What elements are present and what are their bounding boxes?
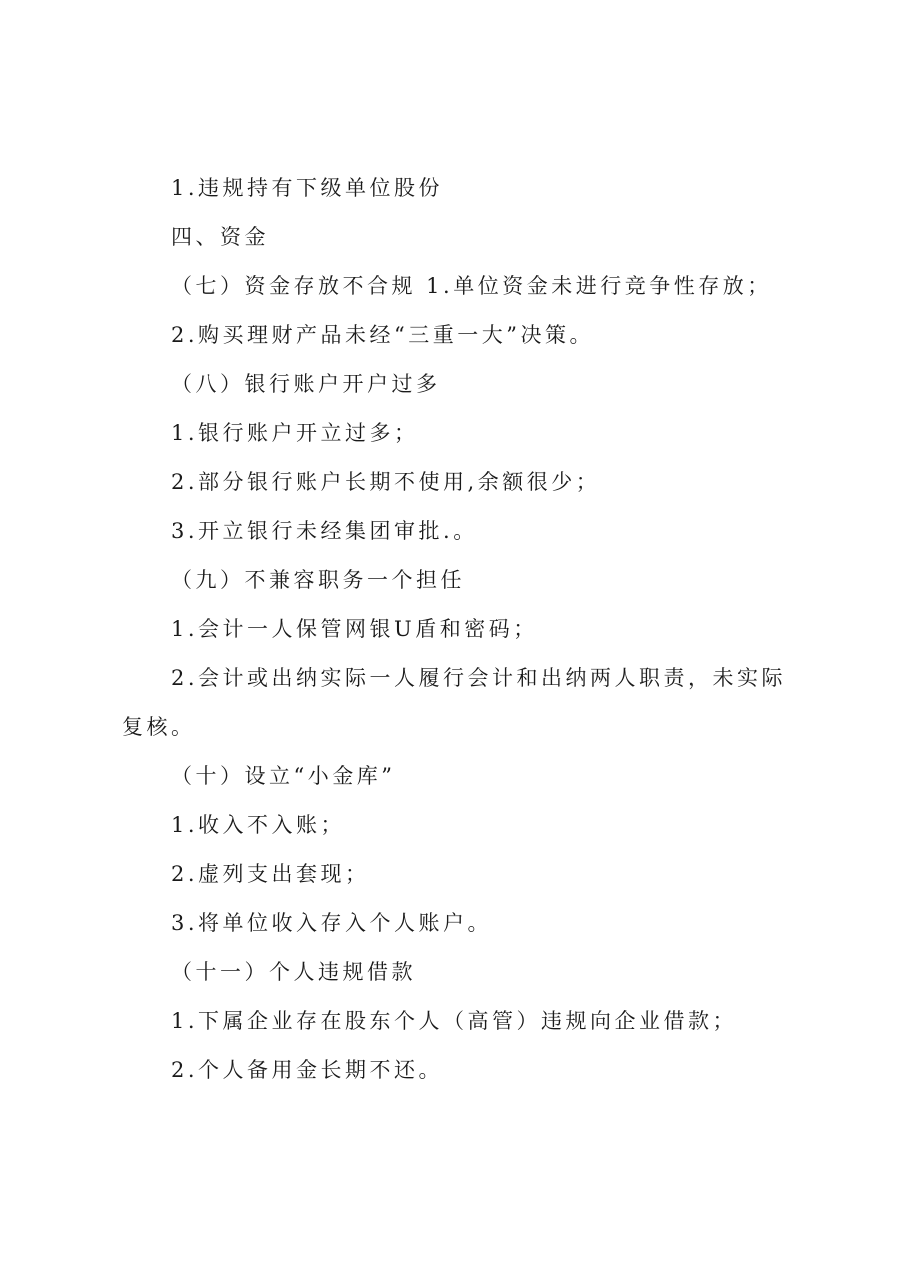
list-item: 2.会计或出纳实际一人履行会计和出纳两人职责，未实际复核。 — [122, 666, 787, 739]
document-body — [122, 164, 802, 1095]
subheading-bank-accounts: （八）银行账户开户过多 — [171, 372, 441, 396]
list-item: 3.开立银行未经集团审批.。 — [171, 519, 478, 543]
subheading-incompatible-duties: （九）不兼容职务一个担任 — [171, 568, 465, 592]
heading-funds: 四、资金 — [171, 225, 269, 249]
list-item: 1.银行账户开立过多； — [171, 421, 419, 445]
subheading-personal-borrowing: （十一）个人违规借款 — [171, 960, 416, 984]
list-item: 2.个人备用金长期不还。 — [171, 1058, 444, 1082]
list-item: 1.收入不入账； — [171, 813, 346, 837]
list-item: 2.部分银行账户长期不使用,余额很少； — [171, 470, 601, 494]
subheading-small-treasury: （十）设立“小金库” — [171, 764, 396, 788]
paragraph-shareholding-violation: 1.违规持有下级单位股份 — [171, 176, 444, 200]
list-item: 2.虚列支出套现； — [171, 862, 370, 886]
list-item: 1.会计一人保管网银U盾和密码； — [171, 617, 538, 641]
list-item: 3.将单位收入存入个人账户。 — [171, 911, 493, 935]
paragraph-fund-deposit: （七）资金存放不合规 1.单位资金未进行竞争性存放； — [171, 274, 772, 298]
paragraph-wealth-products: 2.购买理财产品未经“三重一大”决策。 — [171, 323, 595, 347]
list-item: 1.下属企业存在股东个人（高管）违规向企业借款； — [171, 1009, 738, 1033]
